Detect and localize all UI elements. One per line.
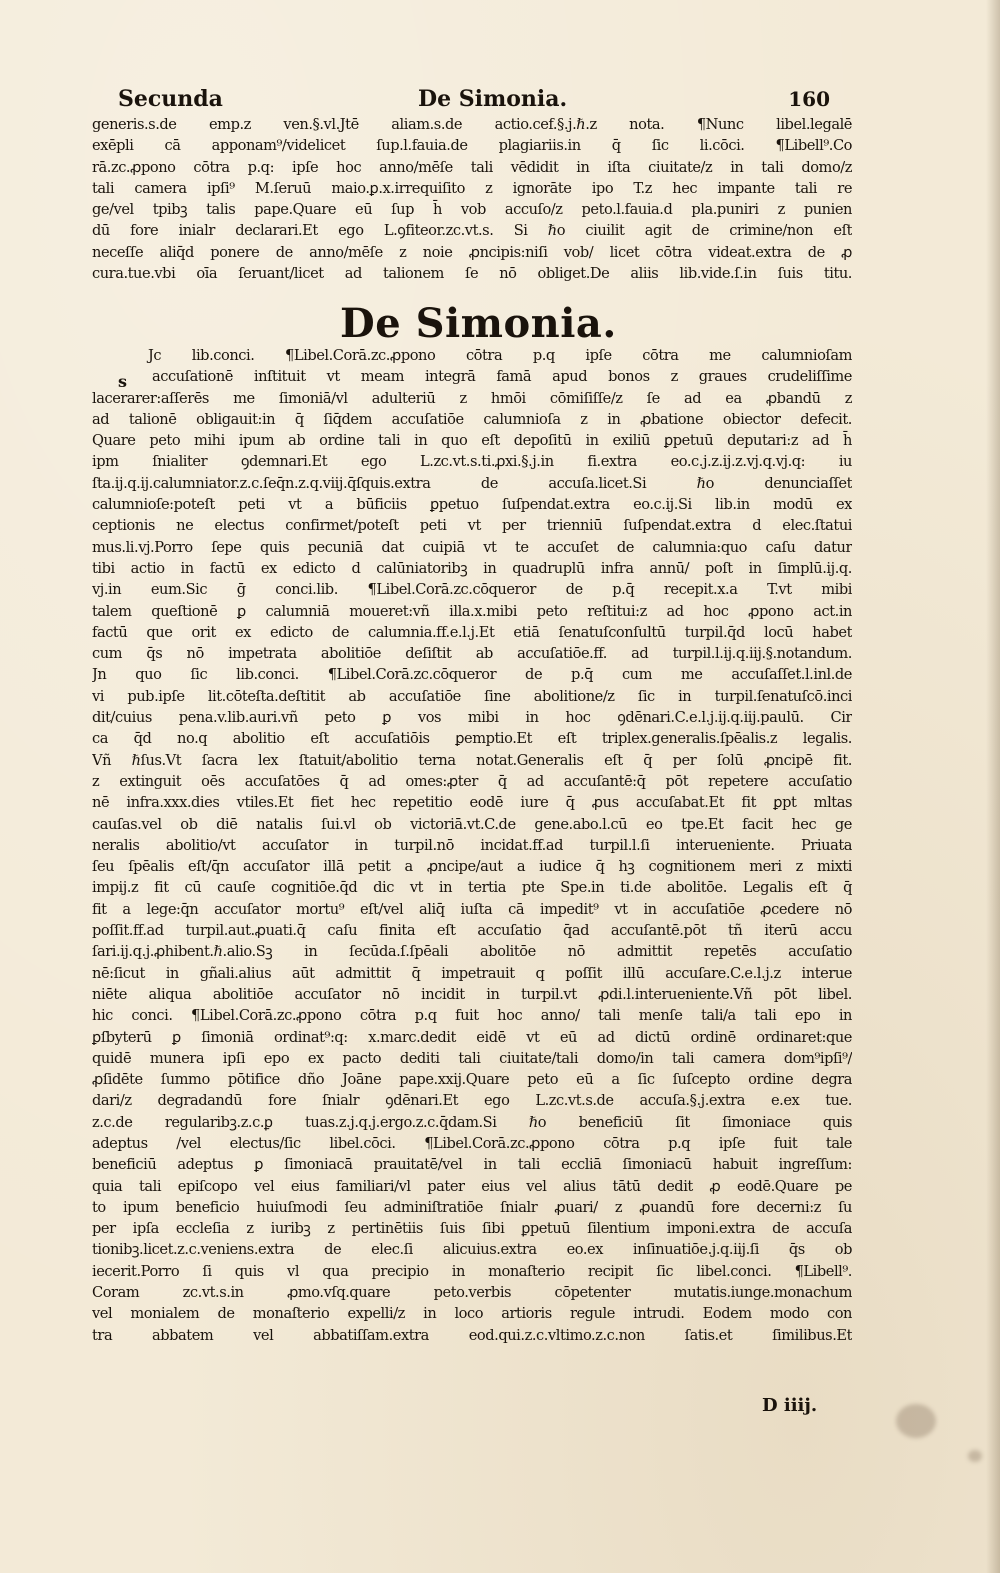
text-line: impij.z fit cū cauſe cognitiōe.q̄d dic vt in tertia pte Spe.in ti.de abolitōe. Legalis eſt q̄ [92, 879, 852, 897]
text-line: fit a lege:q̄n accuſator mortu⁹ eſt/vel aliq̄ iuſta cā impedit⁹ vt in accuſatiōe ꝓcedere nō [92, 900, 852, 918]
ink-stain [896, 1404, 936, 1438]
text-line: ſta.ij.q.ij.calumniator.z.c.ſeq̄n.z.q.viij.q̄ſquis.extra de accuſa.licet.Si ℏo denunciaſſet [92, 474, 852, 492]
text-line: ꝓſidēte ſummo pōtifice dño Joāne pape.xxij.Quare peto eū a ſic ſuſcepto ordine degra [92, 1071, 852, 1089]
text-line: exēpli cā apponam⁹/videlicet ſup.l.fauia.de plagiariis.in q̄ ſic li.cōci. ¶Libell⁹.Co [92, 137, 852, 155]
text-line: generis.s.de emp.z ven.§.vl.Jtē aliam.s.de actio.cef.§.j.ℏ.z nota. ¶Nunc libel.legalē [92, 116, 852, 133]
text-line: per ipſa eccleſia z iuribꝫ z pertinētiis ſuis ſibi ꝑpetuū ſilentium imponi.extra de accuſa [92, 1220, 852, 1238]
text-line: cura.tue.vbi oīa ſeruant/licet ad talionem ſe nō obliget.De aliis lib.vide.ſ.in ſuis titu. [92, 265, 852, 283]
text-line: dū fore inialr declarari.Et ego L.ꝯfiteor.zc.vt.s. Si ℏo ciuilit agit de crimine/non eſt [92, 222, 852, 240]
text-line: to ipum beneficio huiuſmodi ſeu adminiſtratiōe ſnialr ꝓuari/ z ꝓuandū fore decerni:z ſu [92, 1198, 852, 1216]
text-line: neceſſe aliq̄d ponere de anno/mēſe z noie ꝓncipis:niſi vob/ licet cōtra videat.extra de ꝓ [92, 243, 852, 261]
text-line: neralis abolitio/vt accuſator in turpil.nō incidat.ff.ad turpil.l.ſi interueniente. Priuata [92, 836, 852, 854]
text-line: cauſas.vel ob diē natalis ſui.vl ob victoriā.vt.C.de gene.abo.l.cū eo tpe.Et facit hec ge [92, 815, 852, 833]
text-line: hic conci. ¶Libel.Corā.zc.ꝓpono cōtra p.q fuit hoc anno/ tali menſe tali/a tali epo in [92, 1007, 852, 1025]
text-line: ge/vel tpibꝫ talis pape.Quare eū ſup h̄ vob accuſo/z peto.l.fauia.d pla.puniri z punien [92, 201, 852, 219]
text-line: Jc lib.conci. ¶Libel.Corā.zc.ꝓpono cōtra p.q ipſe cōtra me calumnioſam [148, 347, 852, 364]
text-line: Coram zc.vt.s.in ꝓmo.vſq.quare peto.verbis cōpetenter mutatis.iunge.monachum [92, 1284, 852, 1302]
text-line: vj.in eum.Sic ḡ conci.lib. ¶Libel.Corā.zc.cōqueror de p.q̄ recepit.x.a T.vt mibi [92, 581, 852, 599]
text-block-before-heading [92, 114, 852, 284]
text-line: beneficiū adeptus ꝑ ſimoniacā prauitatē/vel in tali eccliā ſimoniacū habuit ingreſſum: [92, 1156, 852, 1174]
text-line: factū que orit ex edicto de calumnia.ff.e.l.j.Et etiā ſenatuſconſultū turpil.q̄d locū habet [92, 623, 852, 641]
text-line: poſſit.ff.ad turpil.aut.ꝓuati.q̄ caſu finita eſt accuſatio q̄ad accuſantē.pōt tñ iterū accu [92, 922, 852, 940]
text-line: ca q̄d no.q abolitio eſt accuſatiōis ꝑemptio.Et eſt triplex.generalis.ſpēalis.z legalis. [92, 730, 852, 748]
section-heading: De Simonia. [340, 300, 617, 347]
text-line: mus.li.vj.Porro ſepe quis pecuniā dat cuipiā vt te accuſet de calumnia:quo caſu datur [92, 538, 852, 556]
text-line: z extinguit oēs accuſatōes q̄ ad omes:ꝓter q̄ ad accuſantē:q̄ pōt repetere accuſatio [92, 772, 852, 790]
text-line: Jn quo ſic lib.conci. ¶Libel.Corā.zc.cōqueror de p.q̄ cum me accuſaſſet.l.inl.de [92, 666, 852, 684]
text-line: ſeu ſpēalis eſt/q̄n accuſator illā petit a ꝓncipe/aut a iudice q̄ hꝫ cognitionem meri z mixti [92, 858, 852, 876]
text-line: dit/cuius pena.v.lib.auri.vñ peto ꝑ vos mibi in hoc ꝯdēnari.C.e.l.j.ij.q.iij.paulū. Cir [92, 709, 852, 727]
text-line: niēte aliqua abolitiōe accuſator nō incidit in turpil.vt ꝓdi.l.interueniente.Vñ pōt libel. [92, 985, 852, 1003]
text-line: rā.zc.ꝓpono cōtra p.q: ipſe hoc anno/mēſe tali vēdidit in iſta ciuitate/z in tali domo/z [92, 158, 852, 176]
page-edge-shadow [986, 0, 1000, 1573]
text-line: accuſationē inſtituit vt meam integrā famā apud bonos z graues crudeliſſime [152, 368, 852, 386]
text-line: cum q̄s nō impetrata abolitiōe deſiſtit ab accuſatiōe.ff. ad turpil.l.ij.q.iij.§.notandum. [92, 645, 852, 663]
running-head-title: De Simonia. [418, 86, 568, 112]
text-line: dari/z degradandū fore ſnialr ꝯdēnari.Et ego L.zc.vt.s.de accuſa.§.j.extra e.ex tue. [92, 1092, 852, 1110]
text-line: talem queſtionē ꝑ calumniā moueret:vñ illa.x.mibi peto reſtitui:z ad hoc ꝓpono act.in [92, 602, 852, 620]
text-line: calumnioſe:poteſt peti vt a būficiis ꝑpetuo ſuſpendat.extra eo.c.ij.Si lib.in modū ex [92, 496, 852, 514]
text-line: tionibꝫ.licet.z.c.veniens.extra de elec.ſi alicuius.extra eo.ex inſinuatiōe.j.q.iij.ſi q̄s ob [92, 1241, 852, 1259]
text-block-main [92, 345, 852, 1346]
margin-mark: s [118, 372, 128, 391]
text-line: Vñ ℏſus.Vt ſacra lex ſtatuit/abolitio terna notat.Generalis eſt q̄ per ſolū ꝓncipē fit. [92, 751, 852, 769]
text-line: ceptionis ne electus confirmet/poteſt peti vt per trienniū ſuſpendat.extra d elec.ſtatui [92, 517, 852, 535]
text-line: ꝑſbyterū ꝑ ſimoniā ordinat⁹:q: x.marc.dedit eidē vt eū ad dictū ordinē ordinaret:que [92, 1028, 852, 1046]
running-head-book: Secunda [118, 86, 223, 112]
text-line: ipm ſnialiter ꝯdemnari.Et ego L.zc.vt.s.ti.ꝓxi.§.j.in fi.extra eo.c.j.z.ij.z.vj.q.vj.q: iu [92, 453, 852, 471]
text-line: z.c.de regularibꝫ.z.c.ꝑ tuas.z.j.q.j.ergo.z.c.q̄dam.Si ℏo beneficiū ſit ſimoniace quis [92, 1113, 852, 1131]
folio-number: 160 [788, 87, 830, 111]
text-line: adeptus /vel electus/ſic libel.cōci. ¶Libel.Corā.zc.ꝓpono cōtra p.q ipſe fuit tale [92, 1134, 852, 1152]
ink-stain [968, 1450, 982, 1462]
text-line: tibi actio in factū ex edicto d calūniatoribꝫ in quadruplū infra annū/ poſt in ſimplū.ij.q. [92, 559, 852, 577]
text-line: tra abbatem vel abbatiſſam.extra eod.qui.z.c.vltimo.z.c.non ſatis.et ſimilibus.Et [92, 1326, 852, 1344]
running-head [118, 84, 830, 114]
text-line: nē infra.xxx.dies vtiles.Et fiet hec repetitio eodē iure q̄ ꝓus accuſabat.Et fit ꝑpt mltas [92, 794, 852, 812]
text-line: ad talionē obligauit:in q̄ ſiq̄dem accuſatiōe calumnioſa z in ꝓbatione obiector defecit. [92, 410, 852, 428]
text-line: Quare peto mihi ipum ab ordine tali in quo eſt depoſitū in exiliū ꝑpetuū deputari:z ad h̄ [92, 432, 852, 450]
text-line: nē:ſicut in gñali.alius aūt admittit q̄ impetrauit q poſſit illū accuſare.C.e.l.j.z interue [92, 964, 852, 982]
text-line: quia tali epiſcopo vel eius familiari/vl pater eius vel alius tātū dedit ꝓ eodē.Quare pe [92, 1177, 852, 1195]
signature-mark: D iiij. [762, 1395, 818, 1416]
text-line: quidē munera ipſi epo ex pacto dediti tali ciuitate/tali domo/in tali camera dom⁹ipſi⁹/ [92, 1049, 852, 1067]
text-line: ſari.ij.q.j.ꝓhibent.ℏ.alio.Sꝫ in ſecūda.ſ.ſpēali abolitōe nō admittit repetēs accuſatio [92, 943, 852, 961]
text-line: vel monialem de monaſterio expelli/z in loco artioris regule intrudi. Eodem modo con [92, 1305, 852, 1323]
text-line: tali camera ipſi⁹ M.ſeruū maio.ꝑ.x.irrequiſito z ignorāte ipo T.z hec impante tali re [92, 179, 852, 197]
text-line: lacerarer:aſſerēs me ſimoniā/vl adulteriū z hmōi cōmiſiſſe/z ſe ad ea ꝓbandū z [92, 389, 852, 407]
text-line: vi pub.ipſe lit.cōteſta.deſtitit ab accuſatiōe ſine abolitione/z ſic in turpil.ſenatuſcō.inci [92, 687, 852, 705]
text-line: iecerit.Porro ſi quis vl qua precipio in monaſterio recipit ſic libel.conci. ¶Libell⁹. [92, 1262, 852, 1280]
